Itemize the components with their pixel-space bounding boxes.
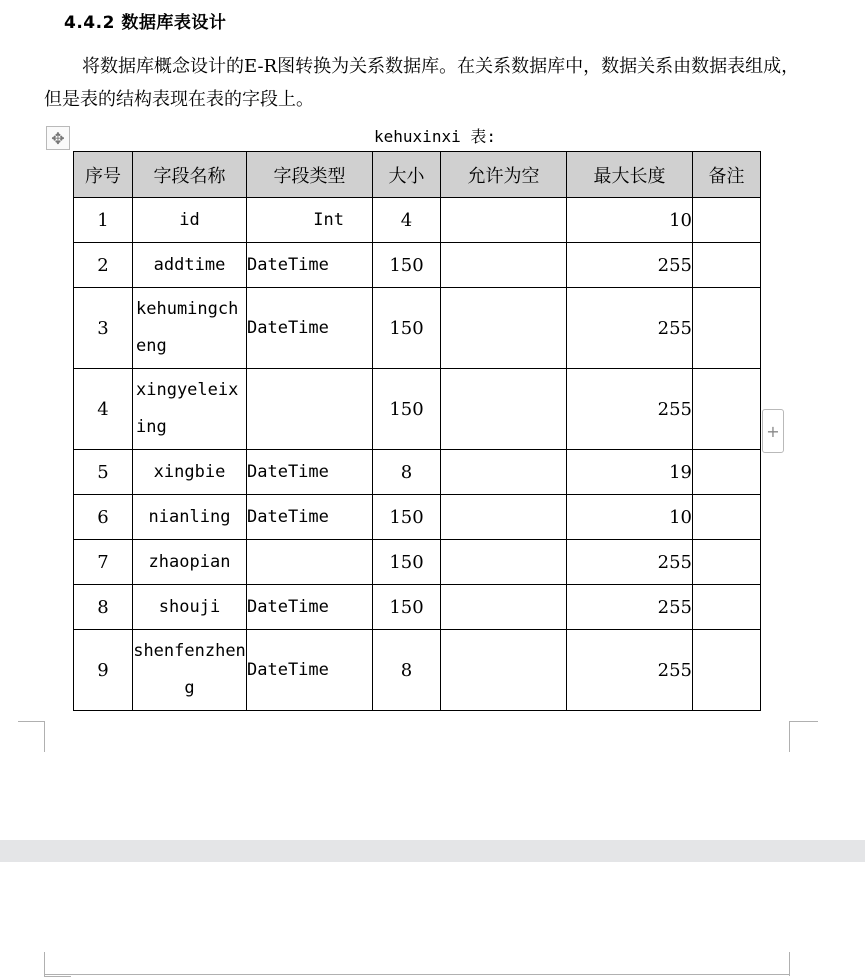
- cell-maxlen[interactable]: 255: [567, 540, 693, 585]
- page-separator: [0, 840, 865, 862]
- cell-note[interactable]: [693, 540, 761, 585]
- cell-no[interactable]: 6: [74, 495, 133, 540]
- cell-no[interactable]: 3: [74, 288, 133, 369]
- cell-nullable[interactable]: [441, 369, 567, 450]
- cell-maxlen[interactable]: 19: [567, 450, 693, 495]
- header-maxlen: 最大长度: [567, 152, 693, 198]
- cell-type[interactable]: DateTime: [247, 495, 373, 540]
- cell-type[interactable]: DateTime: [247, 450, 373, 495]
- table-row: [74, 198, 761, 243]
- cell-nullable[interactable]: [441, 540, 567, 585]
- cell-maxlen[interactable]: 255: [567, 243, 693, 288]
- cell-no[interactable]: 4: [74, 369, 133, 450]
- table-row: [74, 450, 761, 495]
- cell-type[interactable]: Int: [247, 198, 373, 243]
- table-row: [74, 585, 761, 630]
- body-paragraph: 将数据库概念设计的E-R图转换为关系数据库。在关系数据库中，数据关系由数据表组成，但是表的结构表现在表的字段上。: [44, 56, 800, 110]
- cell-note[interactable]: [693, 630, 761, 711]
- crop-mark: [18, 721, 45, 752]
- cell-name[interactable]: shouji: [133, 585, 247, 630]
- cell-name[interactable]: shenfenzheng: [133, 630, 247, 711]
- cell-note[interactable]: [693, 243, 761, 288]
- cell-name[interactable]: nianling: [133, 495, 247, 540]
- table-row: [74, 243, 761, 288]
- cell-maxlen[interactable]: 255: [567, 585, 693, 630]
- cell-no[interactable]: 5: [74, 450, 133, 495]
- table-row: [74, 540, 761, 585]
- header-no: 序号: [74, 152, 133, 198]
- cell-size[interactable]: 150: [373, 243, 441, 288]
- cell-size[interactable]: 150: [373, 540, 441, 585]
- cell-name[interactable]: id: [133, 198, 247, 243]
- table-caption: kehuxinxi 表:: [374, 127, 496, 146]
- cell-size[interactable]: 150: [373, 585, 441, 630]
- section-heading: 4.4.2 数据库表设计: [64, 13, 227, 33]
- cell-name[interactable]: addtime: [133, 243, 247, 288]
- header-name: 字段名称: [133, 152, 247, 198]
- table-header-row: [74, 152, 761, 198]
- cell-nullable[interactable]: [441, 495, 567, 540]
- cell-name[interactable]: xingyeleixing: [133, 369, 247, 450]
- cell-type[interactable]: DateTime: [247, 243, 373, 288]
- header-nullable: 允许为空: [441, 152, 567, 198]
- cell-type[interactable]: DateTime: [247, 585, 373, 630]
- cell-note[interactable]: [693, 288, 761, 369]
- cell-nullable[interactable]: [441, 630, 567, 711]
- cell-size[interactable]: 150: [373, 288, 441, 369]
- cell-nullable[interactable]: [441, 198, 567, 243]
- cell-note[interactable]: [693, 585, 761, 630]
- cell-maxlen[interactable]: 255: [567, 288, 693, 369]
- cell-no[interactable]: 2: [74, 243, 133, 288]
- plus-icon[interactable]: +: [762, 409, 784, 453]
- fields-table: [73, 151, 761, 711]
- cell-nullable[interactable]: [441, 585, 567, 630]
- cell-maxlen[interactable]: 10: [567, 198, 693, 243]
- cell-nullable[interactable]: [441, 450, 567, 495]
- cell-nullable[interactable]: [441, 288, 567, 369]
- cell-no[interactable]: 7: [74, 540, 133, 585]
- cell-size[interactable]: 150: [373, 369, 441, 450]
- cell-note[interactable]: [693, 198, 761, 243]
- cell-no[interactable]: 9: [74, 630, 133, 711]
- cell-name[interactable]: kehumingcheng: [133, 288, 247, 369]
- cell-type[interactable]: [247, 540, 373, 585]
- cell-no[interactable]: 8: [74, 585, 133, 630]
- cell-note[interactable]: [693, 369, 761, 450]
- header-type: 字段类型: [247, 152, 373, 198]
- table-row: [74, 288, 761, 369]
- cell-type[interactable]: [247, 369, 373, 450]
- header-size: 大小: [373, 152, 441, 198]
- crop-mark: [789, 721, 818, 752]
- table-row: [74, 369, 761, 450]
- cell-type[interactable]: DateTime: [247, 288, 373, 369]
- table-row: [74, 630, 761, 711]
- cell-maxlen[interactable]: 255: [567, 369, 693, 450]
- cell-size[interactable]: 4: [373, 198, 441, 243]
- cell-name[interactable]: zhaopian: [133, 540, 247, 585]
- cell-maxlen[interactable]: 255: [567, 630, 693, 711]
- header-note: 备注: [693, 152, 761, 198]
- cell-note[interactable]: [693, 495, 761, 540]
- move-handle-icon[interactable]: ✥: [46, 126, 70, 150]
- table-row: [74, 495, 761, 540]
- cell-name[interactable]: xingbie: [133, 450, 247, 495]
- cell-size[interactable]: 8: [373, 630, 441, 711]
- cell-nullable[interactable]: [441, 243, 567, 288]
- crop-mark: [789, 952, 791, 976]
- cell-size[interactable]: 150: [373, 495, 441, 540]
- cell-type[interactable]: DateTime: [247, 630, 373, 711]
- cell-maxlen[interactable]: 10: [567, 495, 693, 540]
- cell-note[interactable]: [693, 450, 761, 495]
- cell-size[interactable]: 8: [373, 450, 441, 495]
- cell-no[interactable]: 1: [74, 198, 133, 243]
- next-page-margin-line: [44, 974, 789, 975]
